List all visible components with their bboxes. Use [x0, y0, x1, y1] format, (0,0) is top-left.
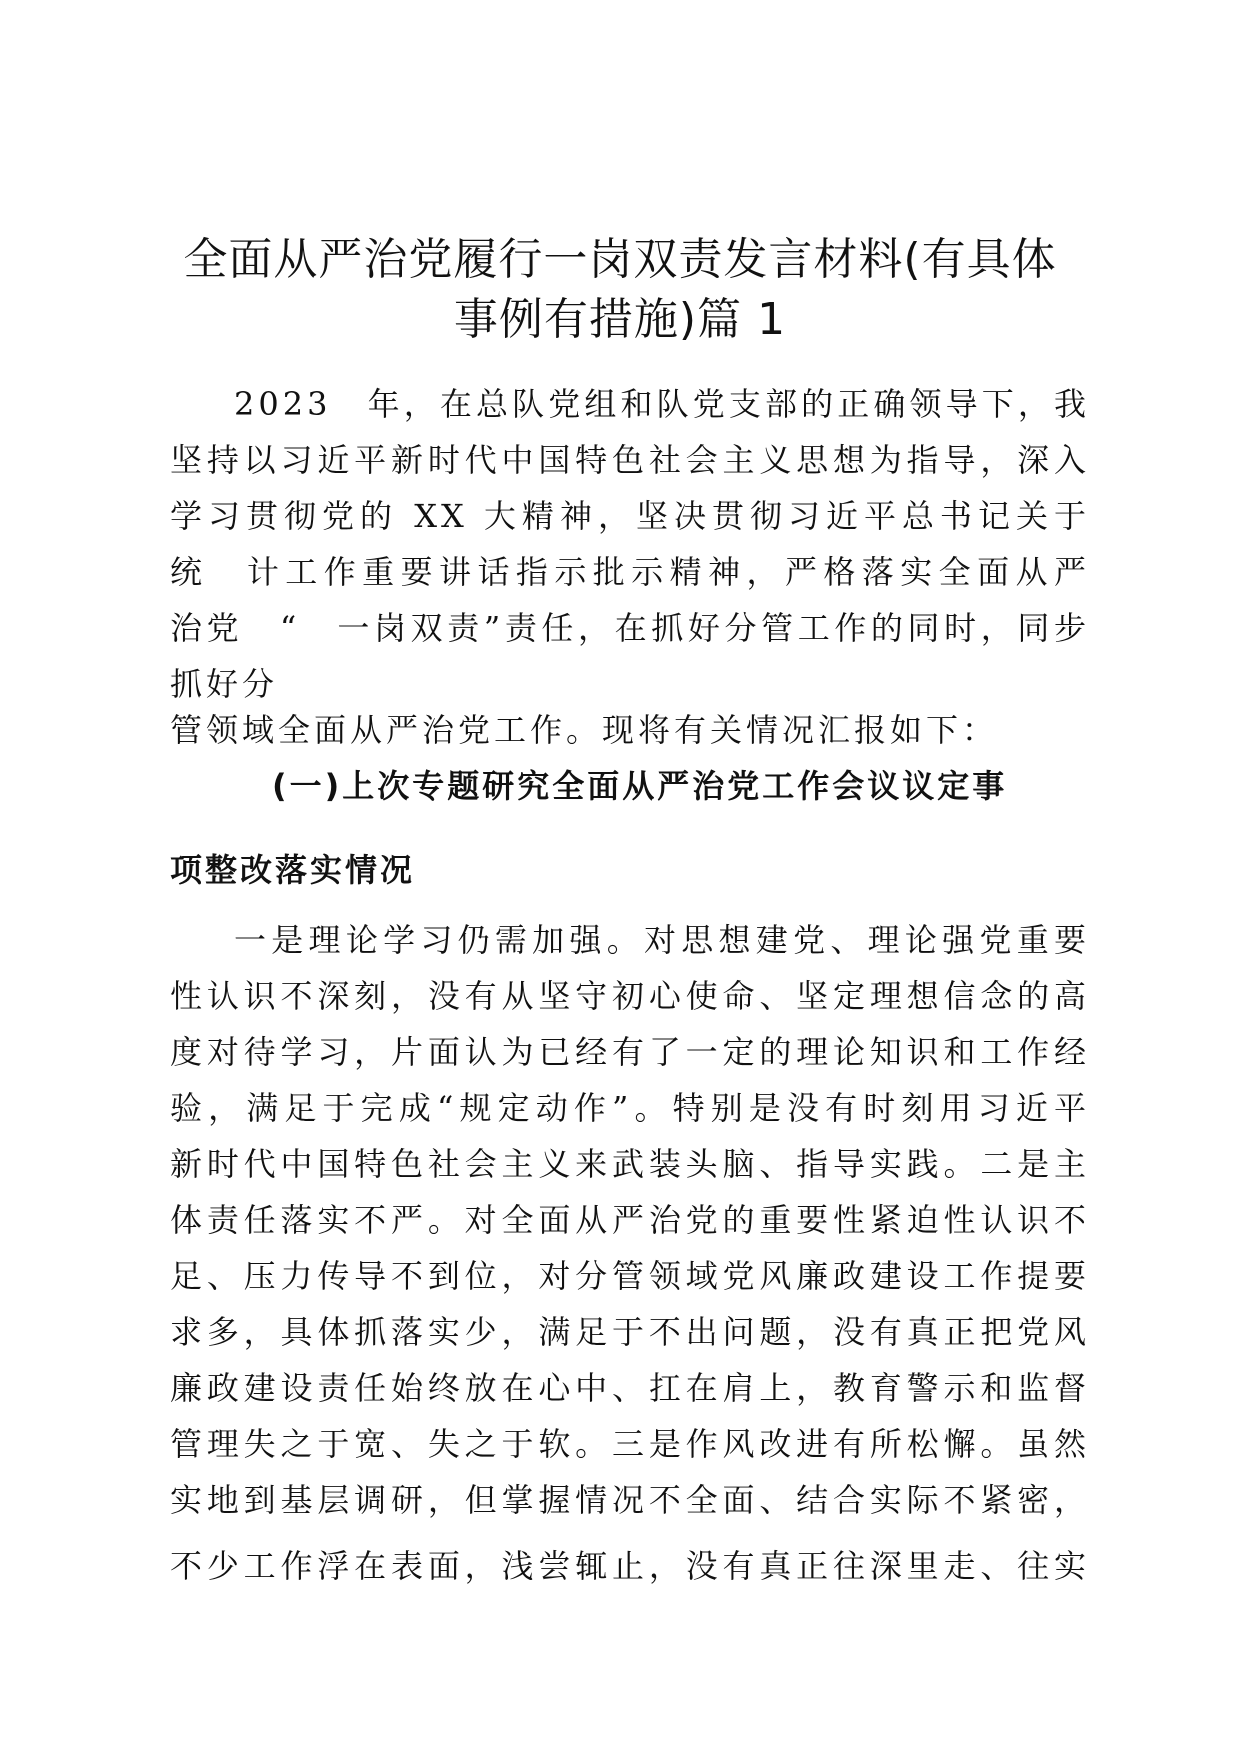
- title-line-1: 全面从严治党履行一岗双责发言材料(有具体: [183, 234, 1057, 285]
- intro-line: 2023 年，在总队党组和队党支部的正确领导下，我: [234, 385, 1090, 423]
- body-line: 性认识不深刻，没有从坚守初心使命、坚定理想信念的高: [170, 977, 1090, 1015]
- body-line: 体责任落实不严。对全面从严治党的重要性紧迫性认识不: [170, 1201, 1090, 1239]
- intro-continuation: 管领域全面从严治党工作。现将有关情况汇报如下：: [170, 711, 999, 749]
- intro-line: 坚持以习近平新时代中国特色社会主义思想为指导，深入: [170, 441, 1090, 479]
- body-line: 求多，具体抓落实少，满足于不出问题，没有真正把党风: [170, 1313, 1090, 1351]
- document-title: [150, 230, 1090, 350]
- body-line: 验，满足于完成“规定动作”。特别是没有时刻用习近平: [170, 1089, 1090, 1127]
- body-line: 新时代中国特色社会主义来武装头脑、指导实践。二是主: [170, 1145, 1090, 1183]
- body-line: 廉政建设责任始终放在心中、扛在肩上，教育警示和监督: [170, 1369, 1090, 1407]
- body-line: 不少工作浮在表面，浅尝辄止，没有真正往深里走、往实: [170, 1547, 1090, 1585]
- body-line: 实地到基层调研，但掌握情况不全面、结合实际不紧密，: [170, 1481, 1090, 1519]
- intro-line: 抓好分: [170, 665, 279, 703]
- body-line: 管理失之于宽、失之于软。三是作风改进有所松懈。虽然: [170, 1425, 1090, 1463]
- body-line: 一是理论学习仍需加强。对思想建党、理论强党重要: [234, 921, 1090, 959]
- intro-line: 治党 “ 一岗双责”责任，在抓好分管工作的同时，同步: [170, 609, 1090, 647]
- intro-line: 学习贯彻党的 XX 大精神，坚决贯彻习近平总书记关于: [170, 497, 1090, 535]
- section-heading: (一)上次专题研究全面从严治党工作会议议定事: [272, 767, 1008, 805]
- body-line: 足、压力传导不到位，对分管领域党风廉政建设工作提要: [170, 1257, 1090, 1295]
- intro-line: 统 计工作重要讲话指示批示精神，严格落实全面从严: [170, 553, 1090, 591]
- body-line: 度对待学习，片面认为已经有了一定的理论知识和工作经: [170, 1033, 1090, 1071]
- title-line-2: 事例有措施)篇 1: [453, 294, 787, 345]
- section-heading-continuation: 项整改落实情况: [170, 851, 416, 889]
